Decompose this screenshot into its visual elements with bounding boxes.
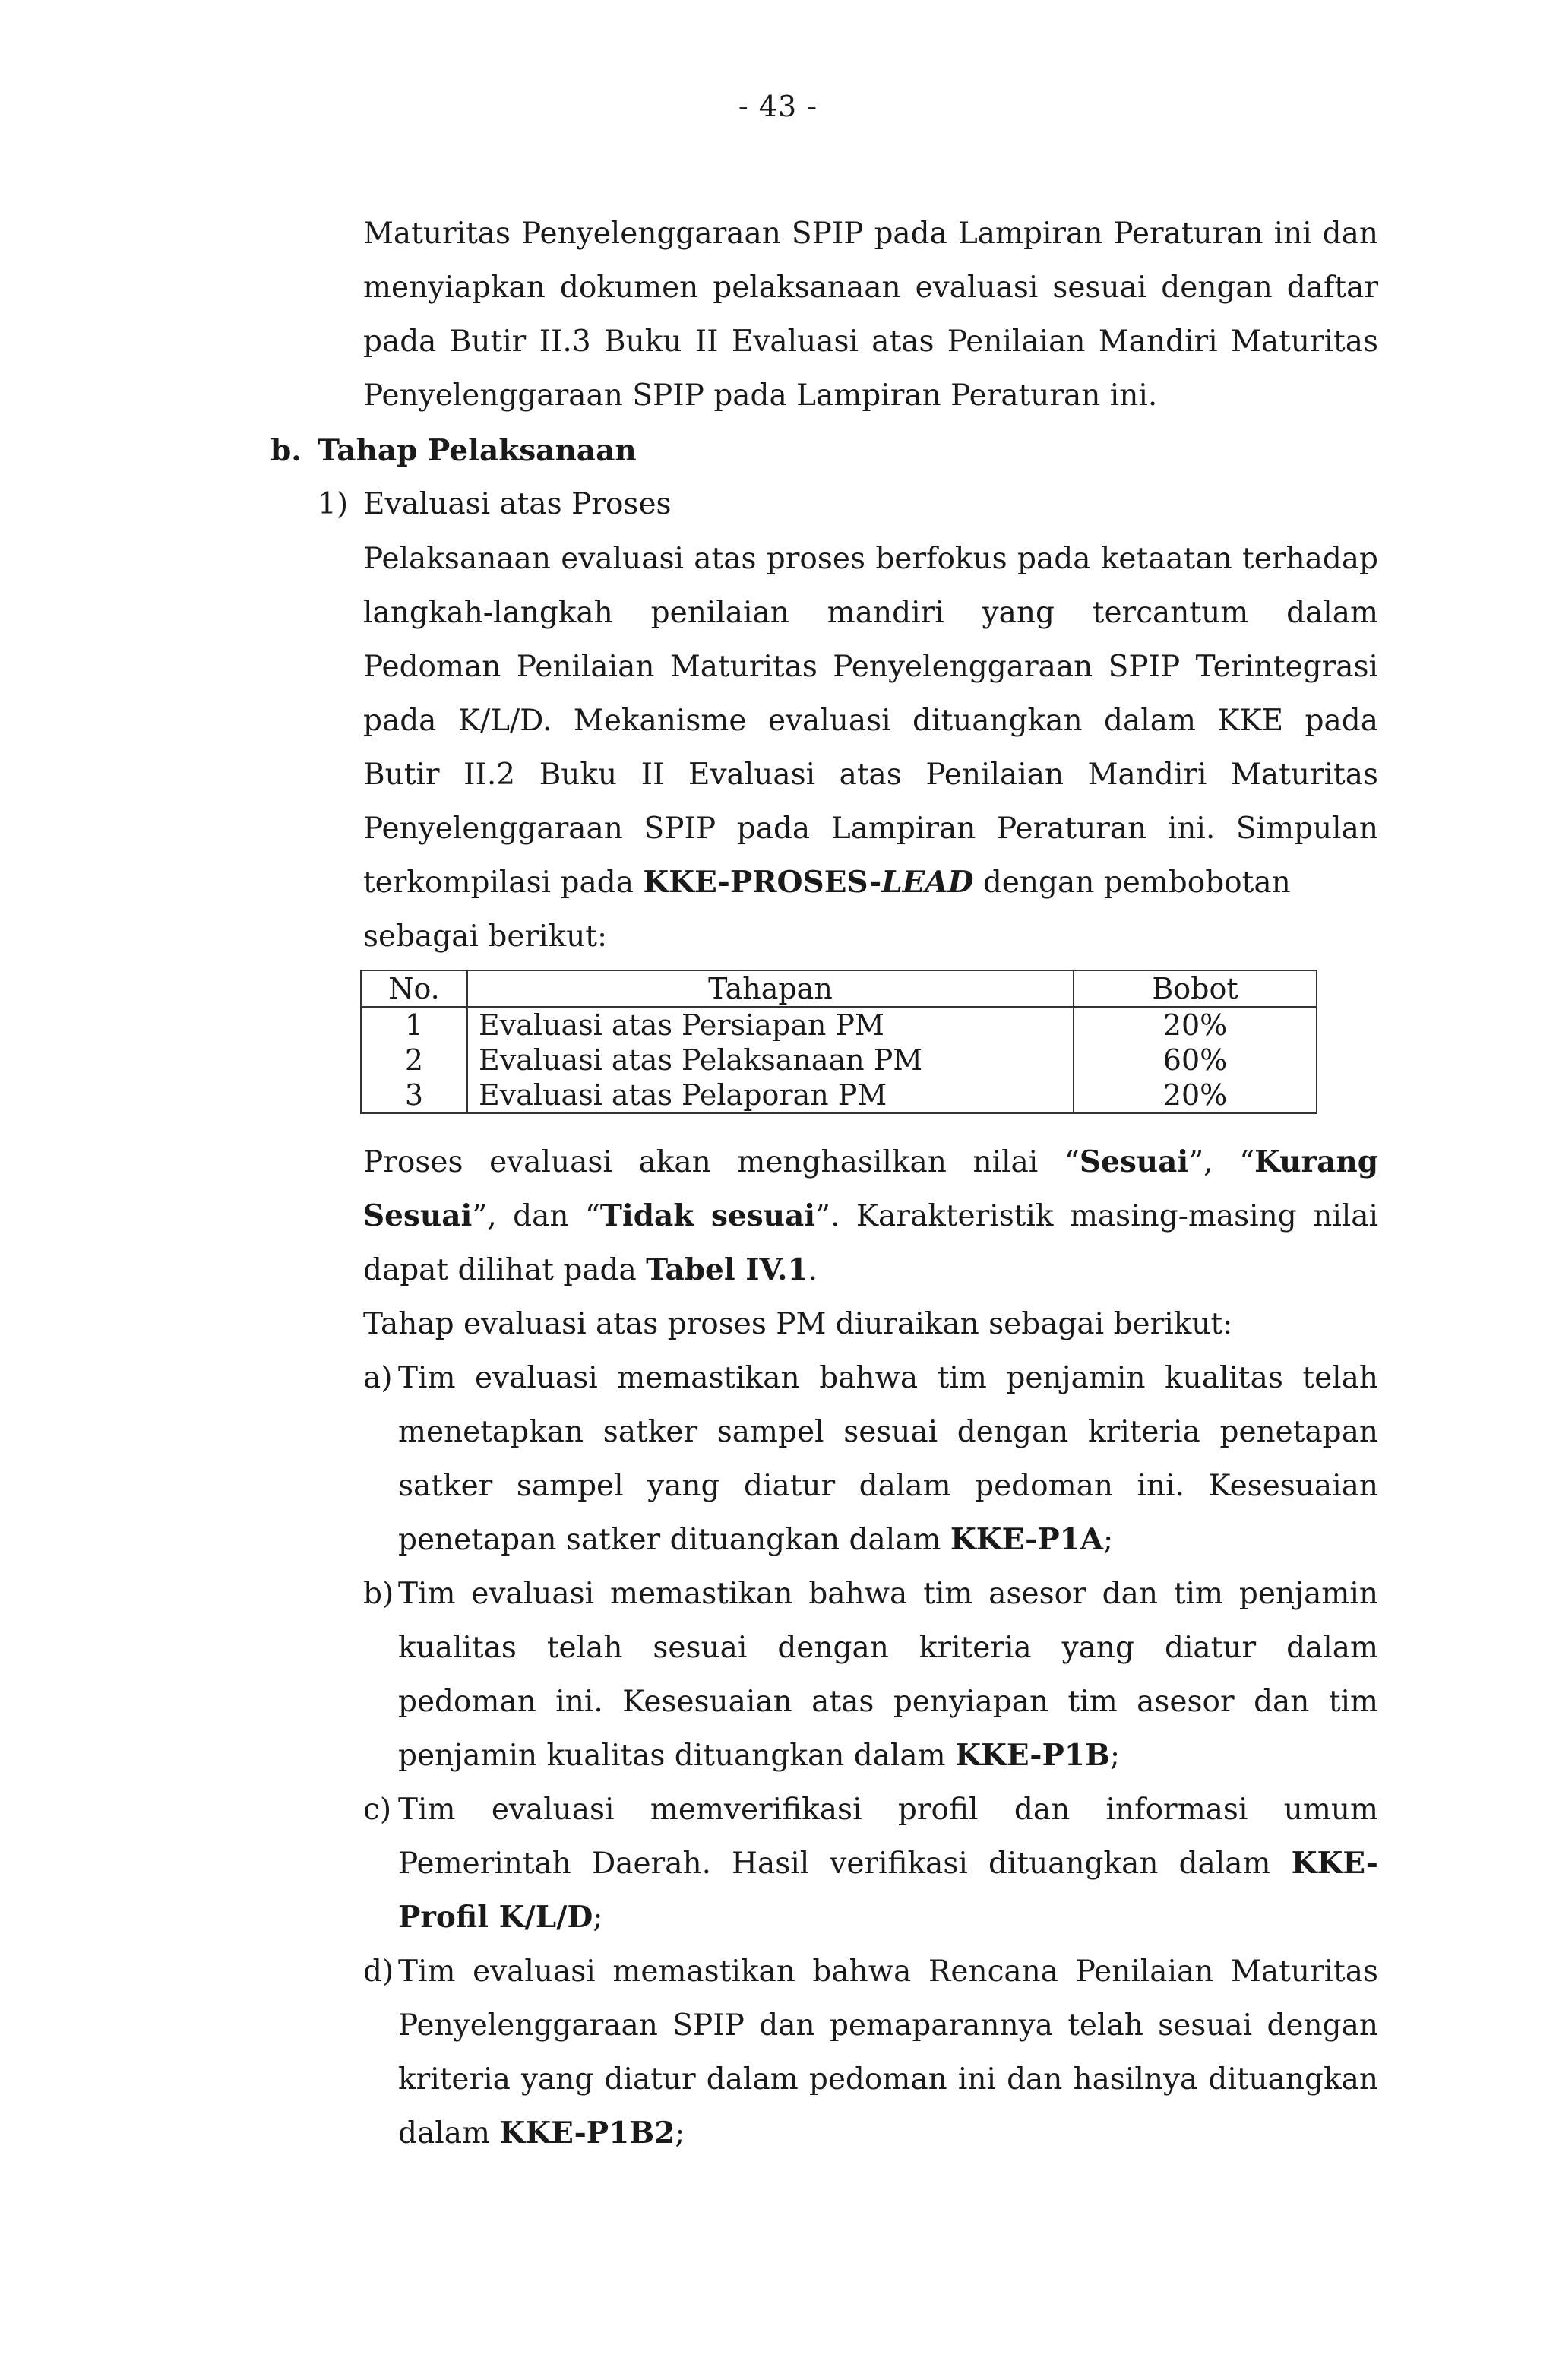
step-text: Tim evaluasi memastikan bahwa Rencana Penilaian Maturitas Penyelenggaraan SPIP dan pemaparannya telah sesuai dengan kriteria yang diatur dalam pedoman ini dan hasilnya dituangkan dalam <box>398 1954 1378 2151</box>
hasil-text-4: ”. Karakteristik masing-masing nilai dapat dilihat pada <box>363 1199 1378 1287</box>
step-code: KKE-P1A <box>950 1522 1104 1557</box>
row-no: 2 <box>361 1043 467 1078</box>
steps-list <box>363 1351 1378 2160</box>
step-marker: c) <box>363 1793 392 1827</box>
step-end: ; <box>675 2116 685 2151</box>
list-item <box>363 1783 1378 1945</box>
subsection-1-heading <box>318 477 672 531</box>
kke-proses-code: KKE-PROSES- <box>643 865 882 900</box>
step-text: Tim evaluasi memverifikasi profil dan informasi umum Pemerintah Daerah. Hasil verifikasi dituangkan dalam <box>398 1793 1378 1881</box>
row-tahapan: Evaluasi atas Persiapan PM <box>467 1007 1074 1043</box>
hasil-text-5: . <box>808 1253 818 1287</box>
row-no: 3 <box>361 1078 467 1113</box>
proses-paragraph <box>363 532 1378 964</box>
list-item <box>363 1567 1378 1783</box>
proses-last-line: sebagai berikut: <box>363 919 608 954</box>
row-bobot: 20% <box>1074 1078 1317 1113</box>
section-b-title: Tahap Pelaksanaan <box>318 433 637 468</box>
header-no: No. <box>361 970 467 1007</box>
header-bobot: Bobot <box>1074 970 1317 1007</box>
step-marker: a) <box>363 1361 393 1395</box>
step-end: ; <box>1103 1523 1114 1557</box>
table-reference: Tabel IV.1 <box>646 1252 808 1287</box>
step-end: ; <box>1109 1739 1121 1773</box>
kke-lead-code: LEAD <box>881 865 974 900</box>
value-tidak-sesuai: Tidak sesuai <box>599 1198 816 1233</box>
table-row <box>361 1078 1317 1113</box>
section-b-marker: b. <box>270 433 302 468</box>
row-no: 1 <box>361 1007 467 1043</box>
step-text: Tim evaluasi memastikan bahwa tim asesor dan tim penjamin kualitas telah sesuai dengan kriteria yang diatur dalam pedoman ini. Kesesuaian atas penyiapan tim asesor dan tim penjamin kualitas dituangkan dalam <box>398 1577 1378 1773</box>
row-tahapan: Evaluasi atas Pelaporan PM <box>467 1078 1074 1113</box>
step-code: KKE-Profil K/L/D <box>398 1846 1378 1935</box>
step-end: ; <box>593 1901 603 1935</box>
tahap-intro: Tahap evaluasi atas proses PM diuraikan sebagai berikut: <box>363 1307 1233 1341</box>
list-item <box>363 1351 1378 1567</box>
section-b-heading <box>270 424 637 478</box>
step-marker: b) <box>363 1577 394 1611</box>
intro-paragraph: Maturitas Penyelenggaraan SPIP pada Lampiran Peraturan ini dan menyiapkan dokumen pelaksanaan evaluasi sesuai dengan daftar pada Butir II.3 Buku II Evaluasi atas Penilaian Mandiri Maturitas Penyelenggaraan SPIP pada Lampiran Peraturan ini. <box>363 217 1378 413</box>
hasil-paragraph <box>363 1135 1378 1297</box>
row-bobot: 20% <box>1074 1007 1317 1043</box>
row-tahapan: Evaluasi atas Pelaksanaan PM <box>467 1043 1074 1078</box>
page-number: - 43 - <box>738 90 818 123</box>
subsection-1-title: Evaluasi atas Proses <box>363 487 672 521</box>
step-text: Tim evaluasi memastikan bahwa tim penjamin kualitas telah menetapkan satker sampel sesuai dengan kriteria penetapan satker sampel yang diatur dalam pedoman ini. Kesesuaian penetapan satker dituangkan dalam <box>398 1361 1378 1557</box>
hasil-text-3: ”, dan “ <box>472 1199 600 1233</box>
row-bobot: 60% <box>1074 1043 1317 1078</box>
proses-text: Pelaksanaan evaluasi atas proses berfokus pada ketaatan terhadap langkah-langkah penilaian mandiri yang tercantum dalam Pedoman Penilaian Maturitas Penyelenggaraan SPIP Terintegrasi pada K/L/D. Mekanisme evaluasi dituangkan dalam KKE pada Butir II.2 Buku II Evaluasi atas Penilaian Mandiri Maturitas Penyelenggaraan SPIP pada Lampiran Peraturan ini. Simpulan terkompilasi pada <box>363 542 1378 900</box>
weight-table-header <box>361 970 1317 1007</box>
step-marker: d) <box>363 1954 394 1989</box>
list-item <box>363 1945 1378 2160</box>
value-kurang-sesuai: Kurang Sesuai <box>363 1144 1378 1233</box>
step-code: KKE-P1B <box>955 1738 1110 1773</box>
step-code: KKE-P1B2 <box>499 2116 675 2151</box>
weight-table <box>360 970 1317 1114</box>
subsection-1-marker: 1) <box>318 487 349 521</box>
table-row <box>361 1007 1317 1043</box>
header-tahapan: Tahapan <box>467 970 1074 1007</box>
hasil-text-1: Proses evaluasi akan menghasilkan nilai “ <box>363 1145 1080 1179</box>
hasil-text-2: ”, “ <box>1188 1145 1255 1179</box>
value-sesuai: Sesuai <box>1079 1144 1189 1179</box>
proses-text-after: dengan pembobotan <box>982 866 1291 900</box>
table-row <box>361 1043 1317 1078</box>
